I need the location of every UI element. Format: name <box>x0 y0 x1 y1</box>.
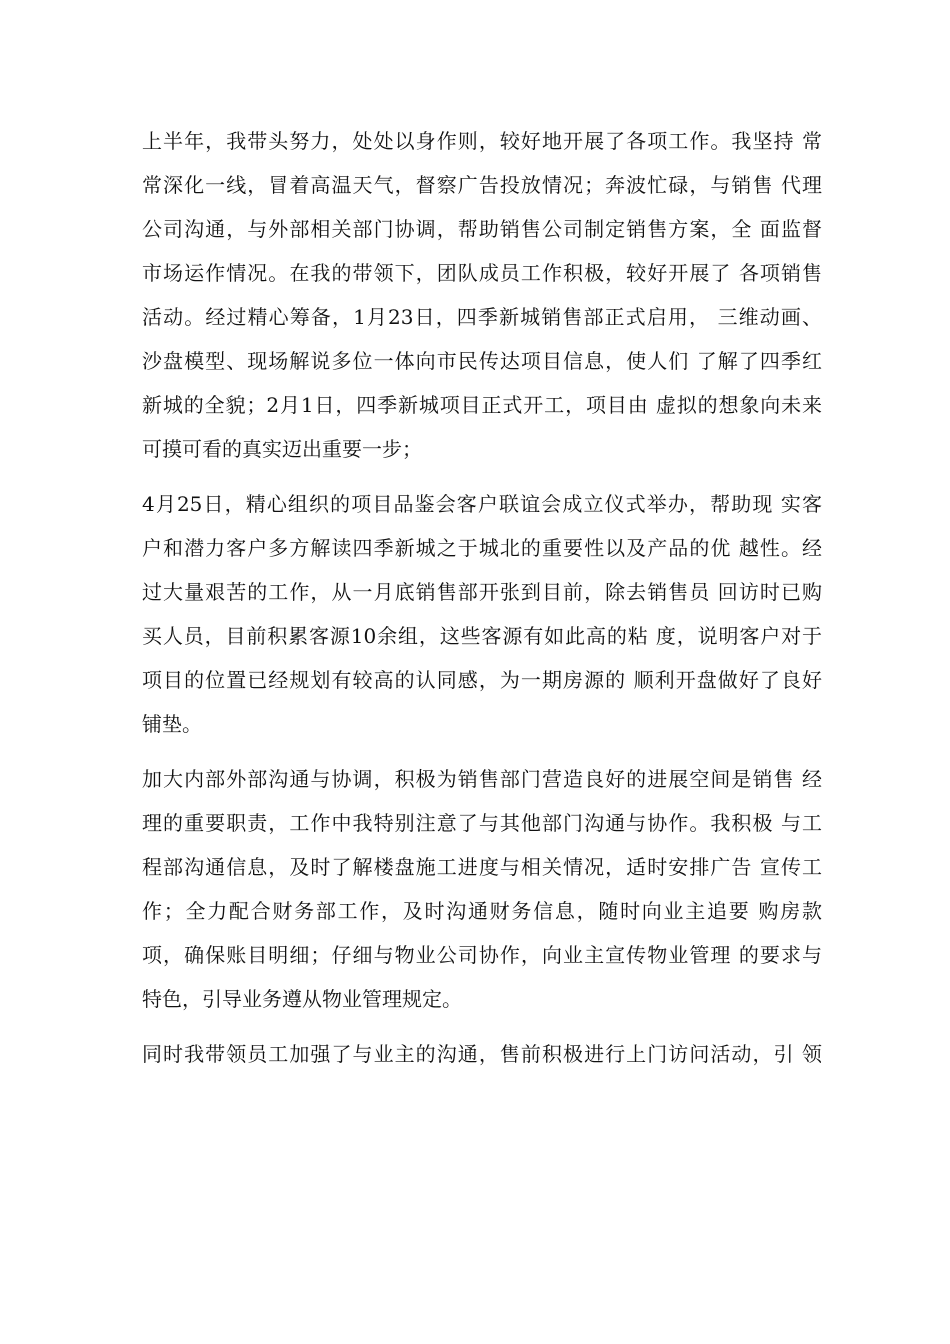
text-line: 沙盘模型、现场解说多位一体向市民传达项目信息，使人们 了解了四季红 <box>142 349 822 373</box>
text-line: 作；全力配合财务部工作，及时沟通财务信息，随时向业主追要 购房款 <box>142 899 822 923</box>
text-line: 铺垫。 <box>142 712 202 736</box>
text-line: 理的重要职责，工作中我特别注意了与其他部门沟通与协作。我积极 与工 <box>142 811 822 835</box>
text-line: 新城的全貌；2月1日，四季新城项目正式开工，项目由 虚拟的想象向未来 <box>142 393 822 417</box>
text-line: 市场运作情况。在我的带领下，团队成员工作积极，较好开展了 各项销售 <box>142 261 822 285</box>
text-line: 4月25日，精心组织的项目品鉴会客户联谊会成立仪式举办，帮助现 实客 <box>142 492 822 516</box>
text-line: 特色，引导业务遵从物业管理规定。 <box>142 987 462 1011</box>
text-line: 公司沟通，与外部相关部门协调，帮助销售公司制定销售方案，全 面监督 <box>142 217 822 241</box>
text-line: 项目的位置已经规划有较高的认同感，为一期房源的 顺利开盘做好了良好 <box>142 668 822 692</box>
paragraph-4 <box>0 1032 950 1076</box>
text-line: 过大量艰苦的工作，从一月底销售部开张到目前，除去销售员 回访时已购 <box>142 580 822 604</box>
text-line: 同时我带领员工加强了与业主的沟通，售前积极进行上门访问活动，引 领 <box>142 1042 822 1066</box>
text-line: 常深化一线，冒着高温天气，督察广告投放情况；奔波忙碌，与销售 代理 <box>142 173 822 197</box>
paragraph-2 <box>0 482 950 746</box>
text-line: 上半年，我带头努力，处处以身作则，较好地开展了各项工作。我坚持 常 <box>142 129 822 153</box>
text-line: 户和潜力客户多方解读四季新城之于城北的重要性以及产品的优 越性。经 <box>142 536 822 560</box>
text-line: 项，确保账目明细；仔细与物业公司协作，向业主宣传物业管理 的要求与 <box>142 943 822 967</box>
text-line: 加大内部外部沟通与协调，积极为销售部门营造良好的进展空间是销售 经 <box>142 767 822 791</box>
paragraph-3 <box>0 757 950 1021</box>
text-line: 可摸可看的真实迈出重要一步； <box>142 437 422 461</box>
text-line: 程部沟通信息，及时了解楼盘施工进度与相关情况，适时安排广告 宣传工 <box>142 855 822 879</box>
text-line: 买人员，目前积累客源10余组，这些客源有如此高的粘 度，说明客户对于 <box>142 624 822 648</box>
text-line: 活动。经过精心筹备，1月23日，四季新城销售部正式启用， 三维动画、 <box>142 305 822 329</box>
paragraph-1 <box>0 119 950 471</box>
